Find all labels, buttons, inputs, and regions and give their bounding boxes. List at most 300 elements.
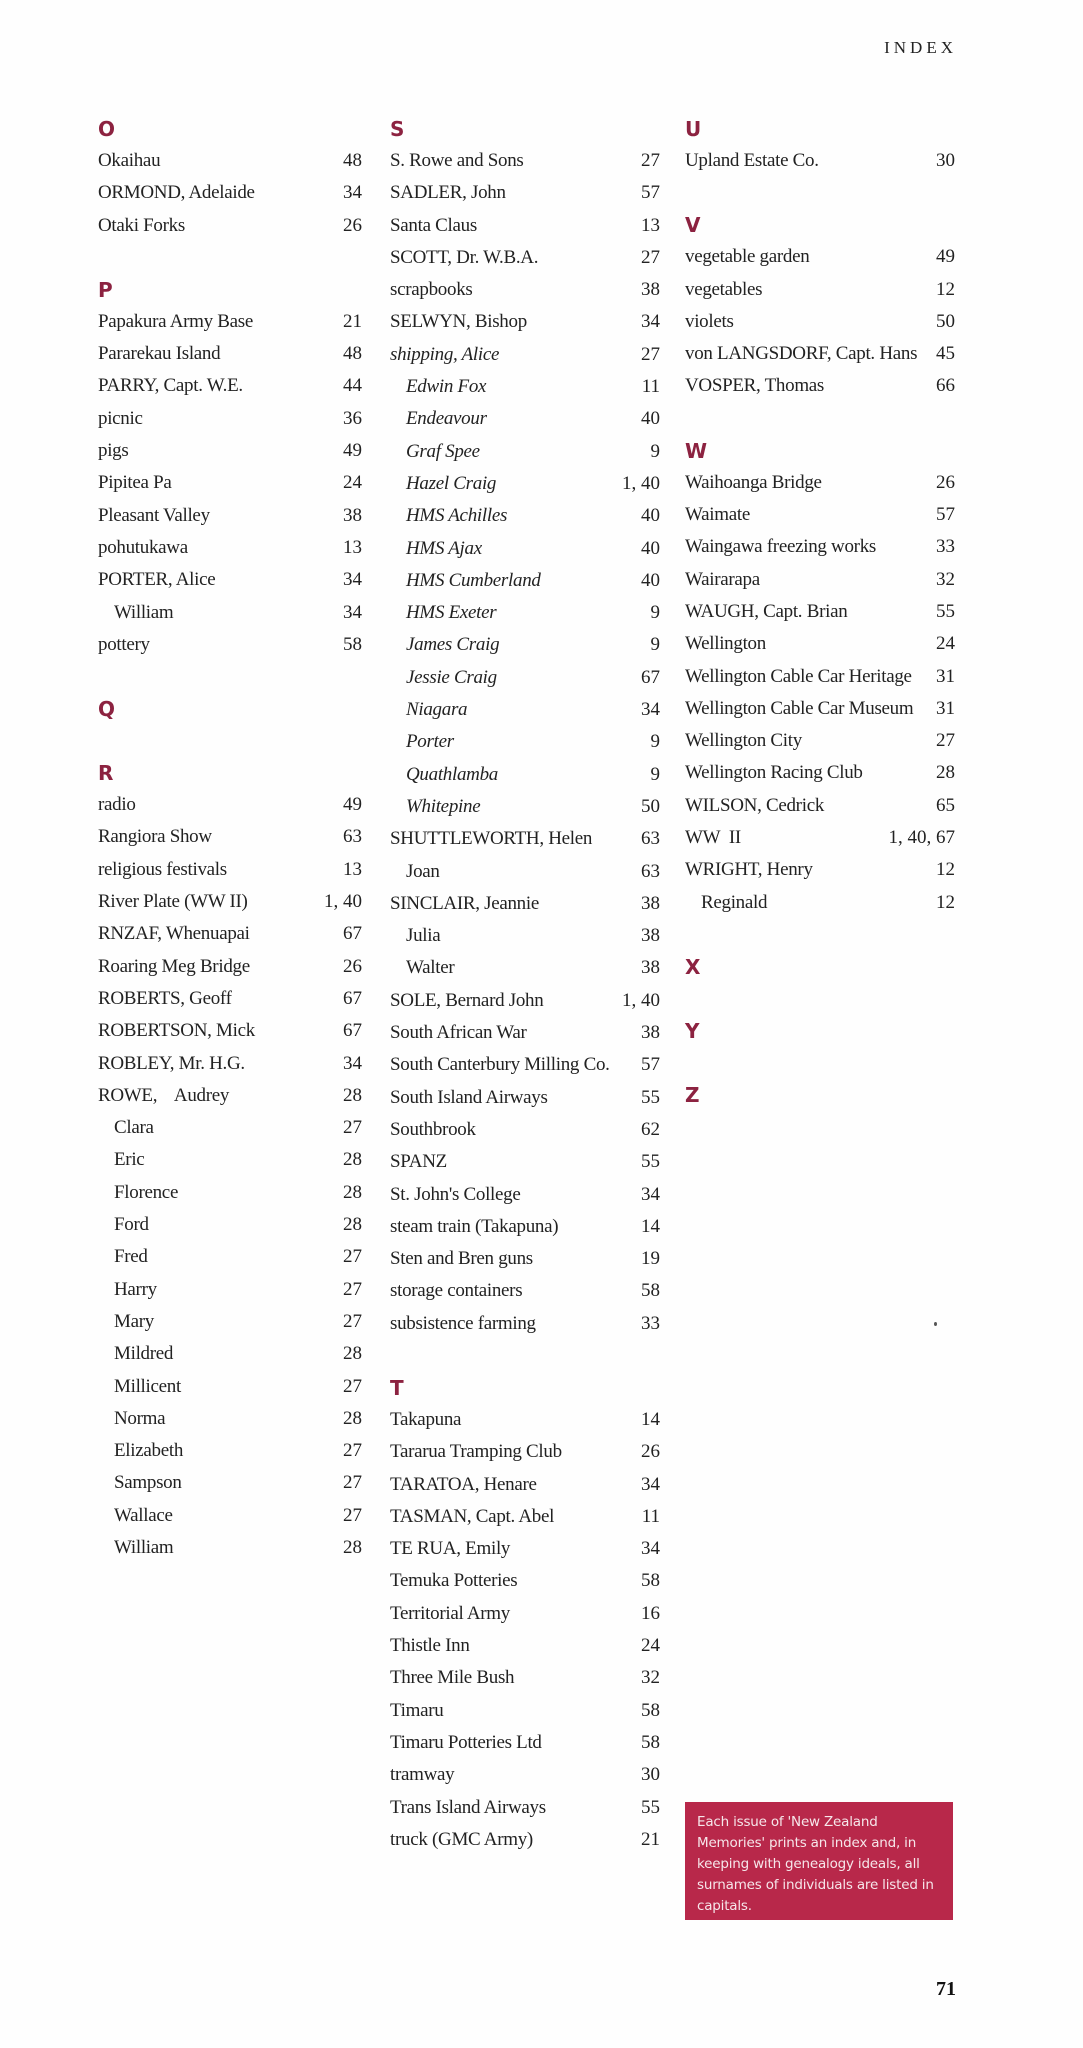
index-subentry [390, 952, 660, 984]
entry-pages: 34 [641, 311, 660, 333]
entry-pages: 34 [343, 1052, 362, 1074]
entry-term: Harry [114, 1278, 157, 1300]
entry-pages: 40 [641, 569, 660, 591]
entry-term: Walter [406, 957, 455, 979]
entry-term: SPANZ [390, 1151, 447, 1173]
entry-pages: 24 [343, 472, 362, 494]
entry-term: Thistle Inn [390, 1635, 470, 1657]
index-entry [390, 1404, 660, 1436]
entry-term: James Craig [406, 634, 500, 656]
index-entry [98, 886, 362, 918]
entry-term: vegetables [685, 278, 763, 300]
entry-pages: 38 [641, 1022, 660, 1044]
entry-pages: 27 [343, 1375, 362, 1397]
entry-term: vegetable garden [685, 246, 810, 268]
entry-term: Timaru Potteries Ltd [390, 1731, 542, 1753]
entry-term: Porter [406, 731, 454, 753]
section-letter: T [390, 1375, 404, 1400]
entry-term: Ford [114, 1214, 149, 1236]
entry-pages: 34 [641, 699, 660, 721]
index-entry [390, 242, 660, 274]
index-subentry [390, 791, 660, 823]
index-entry [685, 274, 955, 306]
entry-pages: 49 [936, 246, 955, 268]
entry-term: Wellington Cable Car Museum [685, 697, 914, 719]
print-speck [934, 1322, 937, 1326]
index-section-z [685, 1079, 955, 1111]
entry-pages: 27 [343, 1246, 362, 1268]
section-letter: R [98, 761, 114, 786]
index-subentry [98, 1435, 362, 1467]
index-section-y [685, 1015, 955, 1047]
index-entry [98, 1015, 362, 1047]
entry-term: ROBERTSON, Mick [98, 1020, 255, 1042]
index-section-v [685, 209, 955, 402]
entry-pages: 14 [641, 1408, 660, 1430]
index-subentry [390, 597, 660, 629]
entry-term: Waihoanga Bridge [685, 471, 822, 493]
entry-pages: 27 [641, 150, 660, 171]
index-entry [685, 596, 955, 628]
entry-term: Clara [114, 1117, 154, 1139]
index-entry [98, 854, 362, 886]
entry-term: Fred [114, 1246, 148, 1268]
index-entry [390, 1179, 660, 1211]
entry-term: tramway [390, 1764, 455, 1786]
entry-pages: 55 [641, 1151, 660, 1173]
entry-term: Elizabeth [114, 1440, 184, 1462]
entry-pages: 9 [650, 731, 660, 753]
index-entry [98, 338, 362, 370]
index-subentry [98, 1532, 362, 1564]
entry-term: Mildred [114, 1343, 174, 1365]
index-entry [98, 306, 362, 338]
entry-pages: 48 [343, 150, 362, 171]
entry-term: PARRY, Capt. W.E. [98, 375, 243, 397]
entry-pages: 33 [641, 1312, 660, 1334]
entry-term: Three Mile Bush [390, 1667, 515, 1689]
entry-pages: 27 [641, 246, 660, 268]
entry-pages: 57 [641, 1054, 660, 1076]
entry-pages: 40 [641, 505, 660, 527]
index-subentry [390, 694, 660, 726]
index-entry [98, 1048, 362, 1080]
entry-term: Graf Spee [406, 440, 480, 462]
entry-pages: 34 [343, 601, 362, 623]
entry-term: SCOTT, Dr. W.B.A. [390, 246, 539, 268]
entry-term: ROBERTS, Geoff [98, 987, 232, 1009]
entry-term: Millicent [114, 1375, 181, 1397]
index-entry [390, 177, 660, 209]
entry-pages: 28 [343, 1149, 362, 1171]
entry-pages: 40 [641, 408, 660, 430]
index-subentry [98, 1306, 362, 1338]
entry-term: HMS Achilles [406, 505, 508, 527]
entry-pages: 26 [343, 955, 362, 977]
entry-pages: 40 [641, 537, 660, 559]
index-entry [98, 1080, 362, 1112]
entry-pages: 1, 40 [622, 472, 660, 494]
entry-pages: 30 [936, 150, 955, 171]
entry-pages: 63 [641, 828, 660, 850]
entry-pages: 55 [641, 1796, 660, 1818]
entry-term: WAUGH, Capt. Brian [685, 600, 848, 622]
index-entry [685, 628, 955, 660]
index-entry [390, 1436, 660, 1468]
entry-term: St. John's College [390, 1183, 521, 1205]
index-entry [685, 822, 955, 854]
section-letter: O [98, 117, 116, 141]
entry-pages: 67 [343, 923, 362, 945]
entry-term: Julia [406, 925, 441, 947]
index-subentry [390, 726, 660, 758]
index-subentry [98, 1403, 362, 1435]
section-letter: U [685, 117, 702, 141]
entry-pages: 28 [343, 1407, 362, 1429]
index-entry [390, 339, 660, 371]
section-letter: W [685, 438, 708, 463]
index-entry [390, 1630, 660, 1662]
entry-term: SADLER, John [390, 182, 506, 204]
index-entry [685, 370, 955, 402]
entry-term: pohutukawa [98, 536, 188, 558]
entry-term: Temuka Potteries [390, 1570, 518, 1592]
index-entry [390, 1082, 660, 1114]
entry-term: Upland Estate Co. [685, 150, 819, 171]
index-subentry [390, 468, 660, 500]
entry-pages: 62 [641, 1118, 660, 1140]
index-entry [685, 854, 955, 886]
entry-pages: 38 [641, 957, 660, 979]
entry-pages: 14 [641, 1215, 660, 1237]
index-entry [390, 1308, 660, 1340]
index-section-u [685, 113, 955, 177]
index-entry [390, 985, 660, 1017]
index-subentry [390, 629, 660, 661]
index-entry [685, 306, 955, 338]
entry-term: William [114, 601, 174, 623]
index-subentry [390, 533, 660, 565]
index-section-w [685, 435, 955, 919]
index-entry [390, 145, 660, 177]
index-entry [390, 1017, 660, 1049]
index-entry [98, 467, 362, 499]
entry-term: Wairarapa [685, 568, 760, 590]
entry-pages: 13 [343, 858, 362, 880]
entry-pages: 57 [936, 504, 955, 526]
entry-term: William [114, 1536, 174, 1558]
entry-pages: 9 [650, 763, 660, 785]
index-subentry [98, 1209, 362, 1241]
index-subentry [98, 597, 362, 629]
entry-pages: 27 [641, 343, 660, 365]
index-entry [98, 821, 362, 853]
entry-pages: 50 [936, 310, 955, 332]
entry-pages: 13 [641, 214, 660, 236]
entry-term: truck (GMC Army) [390, 1828, 533, 1850]
index-subentry [390, 371, 660, 403]
entry-pages: 9 [650, 634, 660, 656]
entry-term: Hazel Craig [406, 472, 497, 494]
index-section-r [98, 757, 362, 1564]
entry-term: HMS Cumberland [406, 569, 541, 591]
index-section-q [98, 693, 362, 725]
index-entry [98, 983, 362, 1015]
entry-term: Niagara [406, 699, 468, 721]
entry-term: ROWE, Audrey [98, 1084, 230, 1106]
index-entry [98, 210, 362, 242]
index-column-3 [685, 113, 955, 1143]
index-entry [390, 1211, 660, 1243]
index-entry [685, 757, 955, 789]
entry-pages: 16 [641, 1602, 660, 1624]
index-entry [685, 564, 955, 596]
entry-term: SINCLAIR, Jeannie [390, 892, 539, 914]
entry-pages: 66 [936, 375, 955, 397]
index-column-2 [390, 113, 660, 1888]
entry-term: RNZAF, Whenuapai [98, 923, 250, 945]
index-section-o [98, 113, 362, 242]
entry-pages: 63 [343, 826, 362, 848]
entry-term: South Canterbury Milling Co. [390, 1054, 610, 1076]
entry-pages: 21 [343, 310, 362, 332]
index-entry [390, 1662, 660, 1694]
entry-term: Jessie Craig [406, 666, 497, 688]
entry-pages: 34 [641, 1538, 660, 1560]
entry-pages: 28 [936, 762, 955, 784]
entry-pages: 67 [343, 1020, 362, 1042]
entry-term: WW II [685, 827, 741, 849]
index-subentry [98, 1241, 362, 1273]
entry-term: Timaru [390, 1699, 444, 1721]
entry-term: Wellington [685, 633, 766, 655]
index-entry [98, 918, 362, 950]
entry-term: storage containers [390, 1280, 523, 1302]
index-section-x [685, 951, 955, 983]
entry-term: Santa Claus [390, 214, 477, 236]
index-section-p [98, 274, 362, 661]
index-subentry [390, 856, 660, 888]
entry-term: Papakura Army Base [98, 310, 254, 332]
entry-term: TASMAN, Capt. Abel [390, 1505, 555, 1527]
entry-pages: 30 [641, 1764, 660, 1786]
index-entry [390, 1695, 660, 1727]
entry-term: Wellington City [685, 730, 802, 752]
index-entry [390, 274, 660, 306]
index-entry [685, 145, 955, 177]
entry-pages: 50 [641, 795, 660, 817]
index-entry [390, 888, 660, 920]
entry-pages: 57 [641, 182, 660, 204]
entry-term: pigs [98, 440, 129, 462]
index-entry [390, 823, 660, 855]
entry-term: Okaihau [98, 150, 161, 171]
entry-term: S. Rowe and Sons [390, 150, 524, 171]
entry-term: Trans Island Airways [390, 1796, 546, 1818]
index-subentry [390, 759, 660, 791]
entry-term: South African War [390, 1022, 527, 1044]
entry-term: Endeavour [406, 408, 487, 430]
entry-pages: 28 [343, 1181, 362, 1203]
entry-pages: 28 [343, 1214, 362, 1236]
entry-pages: 27 [343, 1440, 362, 1462]
index-entry [685, 790, 955, 822]
entry-term: SHUTTLEWORTH, Helen [390, 828, 593, 850]
entry-term: pottery [98, 633, 150, 655]
entry-pages: 67 [641, 666, 660, 688]
entry-pages: 27 [936, 730, 955, 752]
entry-term: Waimate [685, 504, 750, 526]
running-head: INDEX [884, 38, 957, 57]
note-box [685, 1802, 953, 1920]
entry-term: Quathlamba [406, 763, 499, 785]
index-entry [390, 306, 660, 338]
entry-pages: 31 [936, 665, 955, 687]
entry-pages: 19 [641, 1248, 660, 1270]
entry-pages: 67 [343, 987, 362, 1009]
entry-term: Takapuna [390, 1408, 462, 1430]
index-section-t [390, 1372, 660, 1856]
entry-pages: 34 [641, 1183, 660, 1205]
entry-pages: 63 [641, 860, 660, 882]
entry-term: Whitepine [406, 795, 481, 817]
index-entry [390, 1565, 660, 1597]
entry-term: South Island Airways [390, 1086, 548, 1108]
index-entry [390, 1759, 660, 1791]
entry-term: Mary [114, 1310, 154, 1332]
entry-term: Reginald [701, 891, 768, 913]
index-entry [390, 1275, 660, 1307]
index-subentry [98, 1467, 362, 1499]
index-section-s [390, 113, 660, 1340]
entry-term: Florence [114, 1181, 179, 1203]
entry-pages: 36 [343, 407, 362, 429]
entry-pages: 58 [641, 1731, 660, 1753]
entry-pages: 11 [641, 376, 660, 398]
entry-pages: 9 [650, 602, 660, 624]
index-subentry [685, 887, 955, 919]
index-column-1 [98, 113, 362, 1596]
section-letter: Q [98, 697, 116, 722]
index-subentry [98, 1112, 362, 1144]
entry-pages: 48 [343, 343, 362, 365]
entry-pages: 27 [343, 1310, 362, 1332]
section-letter: P [98, 277, 113, 302]
index-subentry [390, 500, 660, 532]
index-subentry [390, 565, 660, 597]
section-letter: S [390, 117, 405, 141]
entry-term: von LANGSDORF, Capt. Hans [685, 343, 918, 365]
index-subentry [98, 1500, 362, 1532]
index-entry [685, 661, 955, 693]
index-entry [390, 1114, 660, 1146]
entry-pages: 49 [343, 440, 362, 462]
entry-pages: 1, 40, 67 [888, 827, 955, 849]
entry-pages: 9 [650, 440, 660, 462]
entry-term: WILSON, Cedrick [685, 794, 825, 816]
index-entry [98, 435, 362, 467]
entry-term: radio [98, 794, 136, 816]
index-entry [98, 177, 362, 209]
index-entry [685, 693, 955, 725]
entry-pages: 28 [343, 1084, 362, 1106]
entry-term: Joan [406, 860, 440, 882]
section-letter: Z [685, 1082, 700, 1107]
page-number: 71 [936, 1978, 956, 2000]
index-entry [390, 1501, 660, 1533]
entry-term: Eric [114, 1149, 145, 1171]
entry-pages: 38 [641, 892, 660, 914]
entry-pages: 28 [343, 1536, 362, 1558]
index-entry [685, 725, 955, 757]
entry-pages: 26 [343, 214, 362, 236]
entry-pages: 34 [641, 1473, 660, 1495]
entry-term: ROBLEY, Mr. H.G. [98, 1052, 245, 1074]
entry-pages: 33 [936, 536, 955, 558]
entry-pages: 32 [641, 1667, 660, 1689]
note-text: Each issue of 'New Zealand Memories' prints an index and, in keeping with genealogy ideals, all surnames of individuals are listed in capitals. [697, 1814, 934, 1914]
entry-term: scrapbooks [390, 279, 473, 301]
entry-term: Norma [114, 1407, 166, 1429]
entry-pages: 12 [936, 891, 955, 913]
entry-term: Sten and Bren guns [390, 1248, 533, 1270]
section-letter: X [685, 954, 701, 979]
entry-term: Pleasant Valley [98, 504, 210, 526]
entry-term: shipping, Alice [390, 343, 500, 365]
entry-pages: 1, 40 [324, 891, 362, 913]
entry-pages: 58 [641, 1699, 660, 1721]
entry-term: TARATOA, Henare [390, 1473, 537, 1495]
entry-pages: 38 [641, 925, 660, 947]
entry-term: Edwin Fox [406, 376, 487, 398]
entry-pages: 58 [343, 633, 362, 655]
entry-term: HMS Exeter [406, 602, 497, 624]
entry-pages: 32 [936, 568, 955, 590]
entry-pages: 55 [936, 600, 955, 622]
index-subentry [98, 1338, 362, 1370]
index-subentry [98, 1177, 362, 1209]
index-entry [390, 1469, 660, 1501]
index-entry [98, 951, 362, 983]
entry-term: SELWYN, Bishop [390, 311, 527, 333]
entry-term: Wellington Racing Club [685, 762, 863, 784]
entry-term: steam train (Takapuna) [390, 1215, 559, 1237]
entry-pages: 28 [343, 1343, 362, 1365]
index-subentry [98, 1274, 362, 1306]
entry-pages: 44 [343, 375, 362, 397]
entry-term: Rangiora Show [98, 826, 212, 848]
entry-pages: 11 [641, 1505, 660, 1527]
entry-term: subsistence farming [390, 1312, 536, 1334]
index-entry [390, 1598, 660, 1630]
entry-pages: 27 [343, 1117, 362, 1139]
index-subentry [390, 662, 660, 694]
entry-pages: 58 [641, 1280, 660, 1302]
entry-term: Sampson [114, 1472, 182, 1494]
entry-term: Wellington Cable Car Heritage [685, 665, 912, 687]
entry-pages: 34 [343, 182, 362, 204]
index-entry [685, 531, 955, 563]
index-entry [390, 1243, 660, 1275]
entry-pages: 12 [936, 278, 955, 300]
entry-pages: 24 [641, 1635, 660, 1657]
index-subentry [390, 920, 660, 952]
index-subentry [98, 1371, 362, 1403]
section-letter: Y [685, 1018, 700, 1043]
index-entry [390, 1533, 660, 1565]
entry-term: religious festivals [98, 858, 227, 880]
entry-term: Tararua Tramping Club [390, 1441, 562, 1463]
